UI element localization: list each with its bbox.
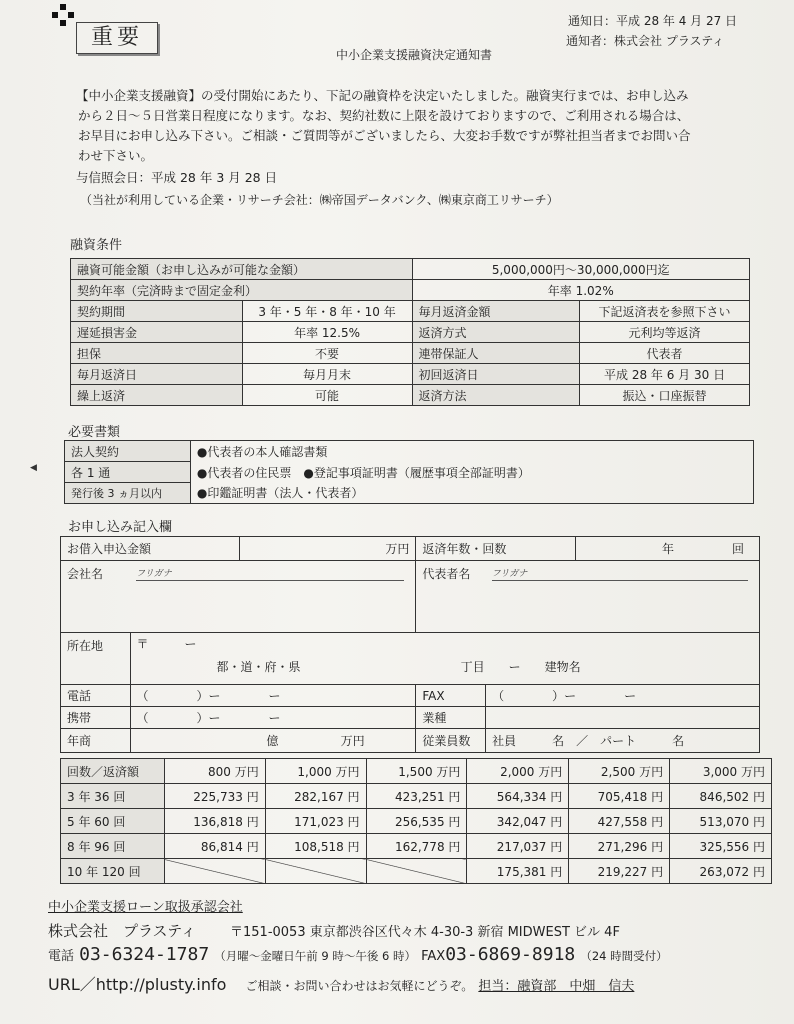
footer-url-line [48, 972, 634, 995]
fax-field[interactable] [486, 685, 760, 707]
early-repayment-label: 繰上返済 [71, 385, 243, 406]
credit-date: 与信照会日：平成 28 年 3 月 28 日 [76, 170, 278, 185]
rep-furigana: フリガナ [491, 569, 528, 579]
repayment-header-corner: 回数／返済額 [61, 759, 165, 784]
year-unit: 年 [661, 542, 674, 556]
employees-format: 社員 名 ／ パート 名 [492, 734, 685, 748]
repayment-method-value: 元利均等返済 [580, 322, 750, 343]
repayment-cell: 86,814 円 [164, 834, 265, 859]
collateral-value: 不要 [242, 343, 412, 364]
repayment-cell: 325,556 円 [670, 834, 772, 859]
term-label: 契約期間 [71, 301, 243, 322]
repayment-cell: 217,037 円 [467, 834, 569, 859]
important-stamp: 重要 [76, 22, 158, 54]
repayment-cell: 256,535 円 [366, 809, 467, 834]
repayment-header-1500: 1,500 万円 [366, 759, 467, 784]
doc-item-3: ●印鑑証明書（法人・代表者） [190, 483, 753, 504]
repayment-cell: 846,502 円 [670, 784, 772, 809]
repayment-cell: 175,381 円 [467, 859, 569, 884]
repayment-row-label: 8 年 96 回 [61, 834, 165, 859]
mobile-field[interactable] [130, 707, 416, 729]
company-furigana: フリガナ [136, 569, 172, 579]
payment-method-label: 返済方法 [412, 385, 580, 406]
late-fee-label: 遅延損害金 [71, 322, 243, 343]
repayment-header-1000: 1,000 万円 [265, 759, 366, 784]
loan-amount-unit: 万円 [385, 542, 410, 556]
document-title: 中小企業支援融資決定通知書 [336, 48, 493, 62]
address-field[interactable] [130, 633, 759, 685]
phone-field[interactable] [130, 685, 416, 707]
fax-format: （ ）ー ー [492, 689, 637, 703]
chome-label: 丁目 ー 建物名 [460, 660, 581, 674]
loan-amount-label: お借入申込金額 [61, 537, 240, 561]
tel-label: 電話 [48, 949, 75, 964]
fax-note: （24 時間受付） [580, 949, 668, 963]
repayment-cell: 136,818 円 [164, 809, 265, 834]
repayment-cell: 225,733 円 [164, 784, 265, 809]
term-count-field[interactable] [575, 537, 759, 561]
doc-item-1: ●代表者の本人確認書類 [190, 441, 753, 462]
repayment-cell-na [366, 859, 467, 884]
application-form [60, 536, 760, 753]
doc-left-2: 各 1 通 [65, 462, 191, 483]
first-payment-label: 初回返済日 [412, 364, 580, 385]
footer-tel-line [48, 944, 668, 965]
times-unit: 回 [732, 542, 745, 556]
address-label: 所在地 [61, 633, 131, 685]
conditions-heading: 融資条件 [70, 238, 123, 253]
repayment-cell-na [265, 859, 366, 884]
rate-label: 契約年率（完済時まで固定金利） [71, 280, 413, 301]
repayment-row-label: 5 年 60 回 [61, 809, 165, 834]
contact-person: 担当：融資部 中畑 信夫 [478, 979, 635, 994]
tel-number[interactable]: 03-6324-1787 [79, 944, 210, 965]
mobile-format: （ ）ー ー [136, 711, 281, 725]
repayment-cell: 162,778 円 [366, 834, 467, 859]
website-link[interactable]: URL／http://plusty.info [48, 975, 227, 994]
intro-line-3: お早目にお申し込み下さい。ご相談・ご質問等がございましたら、大変お手数ですが弊社担当者までお問い合 [78, 128, 691, 143]
repayment-cell: 423,251 円 [366, 784, 467, 809]
repayment-table [60, 758, 772, 884]
amount-value: 5,000,000円～30,000,000円迄 [412, 259, 750, 280]
payment-day-label: 毎月返済日 [71, 364, 243, 385]
fax-footer-label: FAX [421, 949, 446, 964]
repayment-header-2500: 2,500 万円 [569, 759, 670, 784]
monthly-amount-value: 下記返済表を参照下さい [580, 301, 750, 322]
amount-label: 融資可能金額（お申し込みが可能な金額） [71, 259, 413, 280]
documents-table [64, 440, 754, 504]
loan-amount-field[interactable] [240, 537, 416, 561]
doc-left-3: 発行後 3 ヵ月以内 [65, 483, 191, 504]
mobile-label: 携帯 [61, 707, 131, 729]
repayment-header-800: 800 万円 [164, 759, 265, 784]
research-note: （当社が利用している企業・リサーチ会社：㈱帝国データバンク、㈱東京商工リサーチ） [80, 193, 559, 207]
repayment-cell: 219,227 円 [569, 859, 670, 884]
repayment-cell: 282,167 円 [265, 784, 366, 809]
guarantor-value: 代表者 [580, 343, 750, 364]
postal-code: 〒 ー [136, 637, 197, 651]
payment-method-value: 振込・口座振替 [580, 385, 750, 406]
repayment-method-label: 返済方式 [412, 322, 580, 343]
contact-note: ご相談・お問い合わせはお気軽にどうぞ。 [245, 979, 474, 993]
intro-line-1: 【中小企業支援融資】の受付開始にあたり、下記の融資枠を決定いたしました。融資実行までは、お申し込み [76, 88, 689, 103]
repayment-cell: 108,518 円 [265, 834, 366, 859]
intro-line-4: わせ下さい。 [78, 148, 154, 163]
corner-mark-icon [52, 4, 74, 26]
guarantor-label: 連帯保証人 [412, 343, 580, 364]
notice-date: 通知日：平成 28 年 4 月 27 日 [568, 14, 738, 28]
payment-day-value: 毎月月末 [242, 364, 412, 385]
revenue-field[interactable] [130, 729, 416, 753]
repayment-cell: 427,558 円 [569, 809, 670, 834]
repayment-cell-na [164, 859, 265, 884]
phone-format: （ ）ー ー [136, 689, 281, 703]
late-fee-value: 年率 12.5% [242, 322, 412, 343]
rep-label: 代表者名 [416, 561, 486, 633]
footer-address: 〒151-0053 東京都渋谷区代々木 4-30-3 新宿 MIDWEST ビル 4F [230, 925, 620, 940]
company-label: 会社名 [61, 561, 131, 633]
form-heading: お申し込み記入欄 [68, 520, 173, 535]
oku-unit: 億 [266, 734, 279, 748]
employees-field[interactable] [486, 729, 760, 753]
margin-arrow-icon: ◀ [30, 463, 37, 473]
repayment-cell: 271,296 円 [569, 834, 670, 859]
repayment-row-label: 3 年 36 回 [61, 784, 165, 809]
repayment-cell: 263,072 円 [670, 859, 772, 884]
repayment-header-2000: 2,000 万円 [467, 759, 569, 784]
repayment-cell: 342,047 円 [467, 809, 569, 834]
conditions-table [70, 258, 750, 406]
doc-left-1: 法人契約 [65, 441, 191, 462]
doc-item-2: ●代表者の住民票 ●登記事項証明書（履歴事項全部証明書） [190, 462, 753, 483]
employees-label: 従業員数 [416, 729, 486, 753]
company-field[interactable] [130, 561, 416, 633]
repayment-cell: 171,023 円 [265, 809, 366, 834]
approved-company: 中小企業支援ローン取扱承認会社 [48, 900, 243, 915]
rate-value: 年率 1.02% [412, 280, 750, 301]
monthly-amount-label: 毎月返済金額 [412, 301, 580, 322]
industry-field[interactable] [486, 707, 760, 729]
business-hours: （月曜～金曜日午前 9 時～午後 6 時） [214, 949, 417, 963]
footer-company-name: 株式会社 プラスティ [48, 922, 197, 940]
fax-label: FAX [416, 685, 486, 707]
first-payment-value: 平成 28 年 6 月 30 日 [580, 364, 750, 385]
revenue-label: 年商 [61, 729, 131, 753]
revenue-man-yen: 万円 [340, 734, 365, 748]
term-value: 3 年・5 年・8 年・10 年 [242, 301, 412, 322]
repayment-row-label: 10 年 120 回 [61, 859, 165, 884]
industry-label: 業種 [416, 707, 486, 729]
repayment-cell: 513,070 円 [670, 809, 772, 834]
fax-number: 03-6869-8918 [445, 944, 576, 965]
collateral-label: 担保 [71, 343, 243, 364]
phone-label: 電話 [61, 685, 131, 707]
repayment-cell: 705,418 円 [569, 784, 670, 809]
intro-line-2: から２日～５日営業日程度になります。なお、契約社数に上限を設けておりますので、ご利用される場合は、 [78, 108, 690, 123]
rep-field[interactable] [486, 561, 760, 633]
early-repayment-value: 可能 [242, 385, 412, 406]
documents-heading: 必要書類 [68, 425, 121, 440]
repayment-header-3000: 3,000 万円 [670, 759, 772, 784]
notifier: 通知者：株式会社 プラスティ [566, 34, 725, 48]
term-count-label: 返済年数・回数 [416, 537, 576, 561]
repayment-cell: 564,334 円 [467, 784, 569, 809]
prefecture-label: 都・道・府・県 [216, 660, 301, 674]
